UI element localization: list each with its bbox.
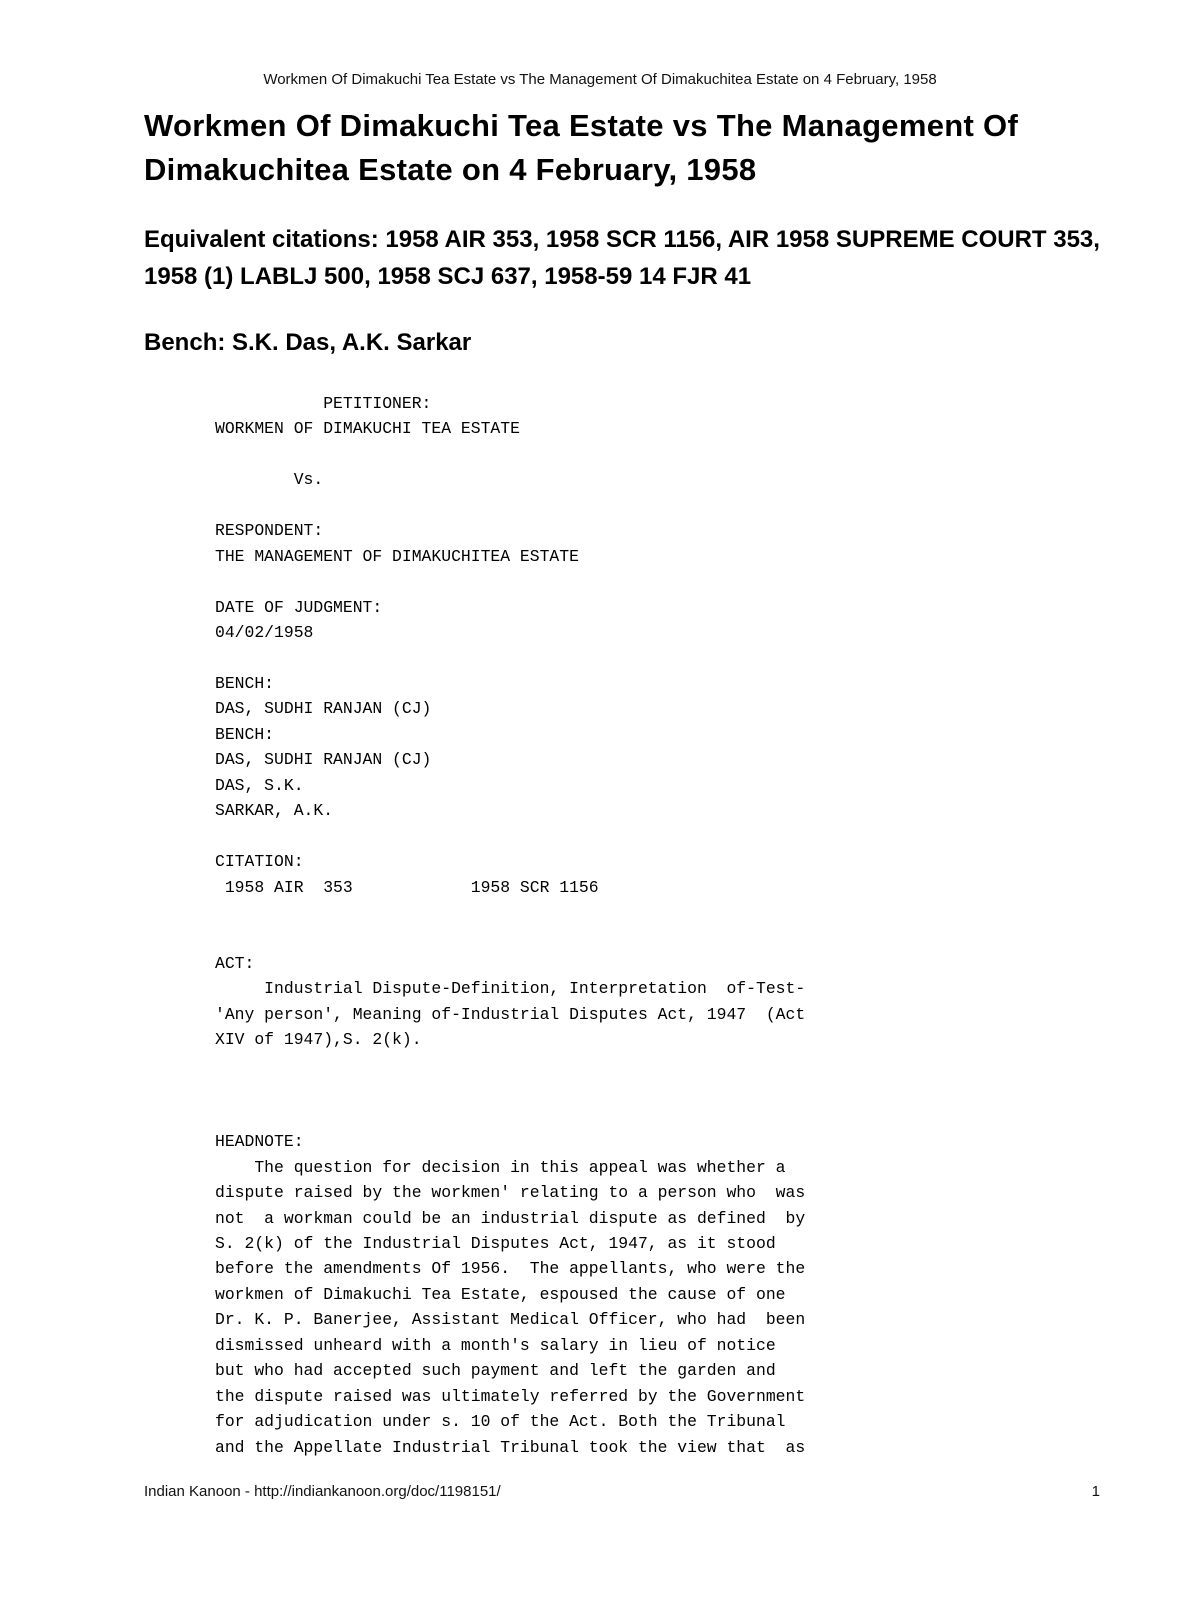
bench-heading: Bench: S.K. Das, A.K. Sarkar <box>144 329 472 356</box>
footer-source: Indian Kanoon - http://indiankanoon.org/doc/1198151/ <box>144 1483 501 1500</box>
equivalent-citations: Equivalent citations: 1958 AIR 353, 1958 SCR 1156, AIR 1958 SUPREME COURT 353, 1958 (1) LABLJ 500, 1958 SCJ 637, 1958-59 14 FJR 41 <box>144 226 1100 290</box>
document-title: Workmen Of Dimakuchi Tea Estate vs The Management Of Dimakuchitea Estate on 4 February, 1958 <box>144 108 1019 187</box>
judgment-body-text: PETITIONER: WORKMEN OF DIMAKUCHI TEA ESTATE Vs. RESPONDENT: THE MANAGEMENT OF DIMAKUCHITEA ESTATE DATE OF JUDGMENT: 04/02/1958 BENCH: DAS, SUDHI RANJAN (CJ) BENCH: DAS, SUDHI RANJAN (CJ) DAS, S.K. SARKAR, A.K. CITATION: 1958 AIR 353 1958 SCR 1156 ACT: Industrial Dispute-Definition, Interpretation of-Test- 'Any person', Meaning of-Industrial Disputes Act, 1947 (Act XIV of 1947),S. 2(k). HEADNOTE: The question for decision in this appeal was whether a dispute raised by the workmen' relating to a person who was not a workman could be an industrial dispute as defined by S. 2(k) of the Industrial Disputes Act, 1947, as it stood before the amendments Of 1956. The appellants, who were the workmen of Dimakuchi Tea Estate, espoused the cause of one Dr. K. P. Banerjee, Assistant Medical Officer, who had been dismissed unheard with a month's salary in lieu of notice but who had accepted such payment and left the garden and the dispute raised was ultimately referred by the Government for adjudication under s. 10 of the Act. Both the Tribunal and the Appellate Industrial Tribunal took the view that as <box>215 394 806 1457</box>
page-number: 1 <box>1091 1483 1100 1500</box>
running-header: Workmen Of Dimakuchi Tea Estate vs The Management Of Dimakuchitea Estate on 4 February, 1958 <box>263 71 937 88</box>
